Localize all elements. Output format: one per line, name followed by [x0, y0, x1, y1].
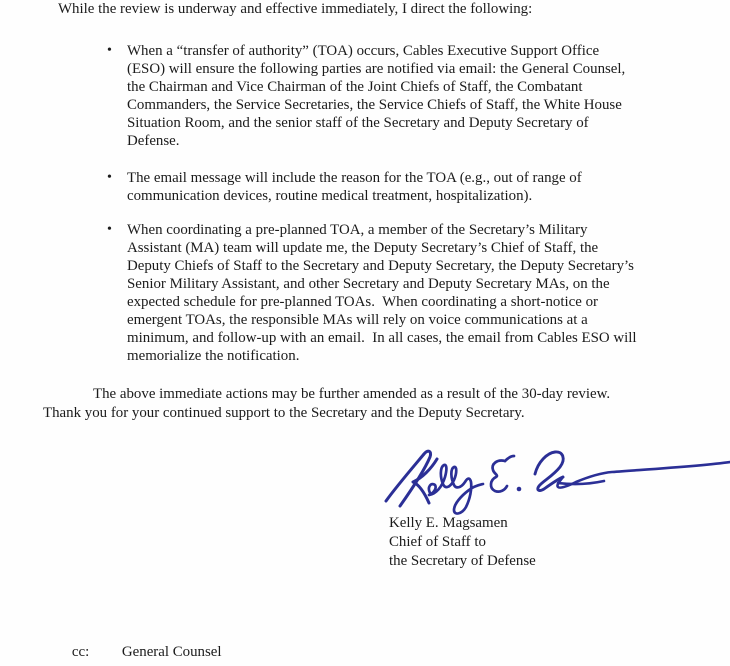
text-line: memorialize the notification. [127, 348, 300, 364]
text-line: Deputy Chiefs of Staff to the Secretary and Deputy Secretary, the Deputy Secretary’s [127, 258, 634, 274]
signature-stroke [491, 461, 507, 492]
text-line: Defense. [127, 133, 180, 149]
bullet-text [127, 221, 637, 365]
signatory-title-line-2: the Secretary of Defense [389, 553, 536, 569]
text-line: When coordinating a pre-planned TOA, a member of the Secretary’s Military [127, 222, 588, 238]
bullet-item-pre-planned-toa [106, 221, 637, 365]
cc-row [57, 625, 222, 660]
cc-recipient: General Counsel [121, 644, 222, 660]
text-line: When a “transfer of authority” (TOA) occurs, Cables Executive Support Office [127, 43, 600, 59]
text-line: Situation Room, and the senior staff of the Secretary and Deputy Secretary of [127, 115, 589, 131]
text-line: communication devices, routine medical treatment, hospitalization). [127, 188, 533, 204]
text-line: Assistant (MA) team will update me, the Deputy Secretary’s Chief of Staff, the [127, 240, 599, 256]
bullet-icon: • [107, 222, 112, 237]
text-line: Commanders, the Service Secretaries, the Service Chiefs of Staff, the White House [127, 97, 622, 113]
signature-block [389, 514, 536, 571]
signatory-name: Kelly E. Magsamen [389, 515, 508, 531]
text-line: expected schedule for pre-planned TOAs. When coordinating a short-notice or [127, 294, 598, 310]
bullet-icon: • [107, 43, 112, 58]
signature-stroke [505, 456, 514, 461]
bullet-text [127, 169, 582, 205]
handwritten-signature [380, 436, 730, 520]
text-line: Senior Military Assistant, and other Secretary and Deputy Secretary MAs, on the [127, 276, 610, 292]
text-line: minimum, and follow-up with an email. In all cases, the email from Cables ESO will [127, 330, 637, 346]
text-line: (ESO) will ensure the following parties are notified via email: the General Counsel, [127, 61, 626, 77]
text-line: The email message will include the reason for the TOA (e.g., out of range of [127, 170, 582, 186]
bullet-icon: • [107, 170, 112, 185]
bullet-item-toa-notification [106, 42, 625, 150]
text-line: emergent TOAs, the responsible MAs will rely on voice communications at a [127, 312, 588, 328]
closing-paragraph-line-2: Thank you for your continued support to the Secretary and the Deputy Secretary. [43, 405, 525, 421]
intro-paragraph: While the review is underway and effective immediately, I direct the following: [58, 1, 533, 17]
signatory-title-line-1: Chief of Staff to [389, 534, 486, 550]
text-line: the Chairman and Vice Chairman of the Joint Chiefs of Staff, the Combatant [127, 79, 583, 95]
closing-paragraph-line-1: The above immediate actions may be further amended as a result of the 30-day review. [93, 386, 611, 402]
bullet-text [127, 42, 625, 150]
signature-stroke [558, 481, 604, 484]
cc-label: cc: [71, 644, 90, 660]
bullet-item-email-reason [106, 169, 582, 205]
signature-period [517, 487, 522, 492]
signature-stroke [429, 465, 483, 514]
